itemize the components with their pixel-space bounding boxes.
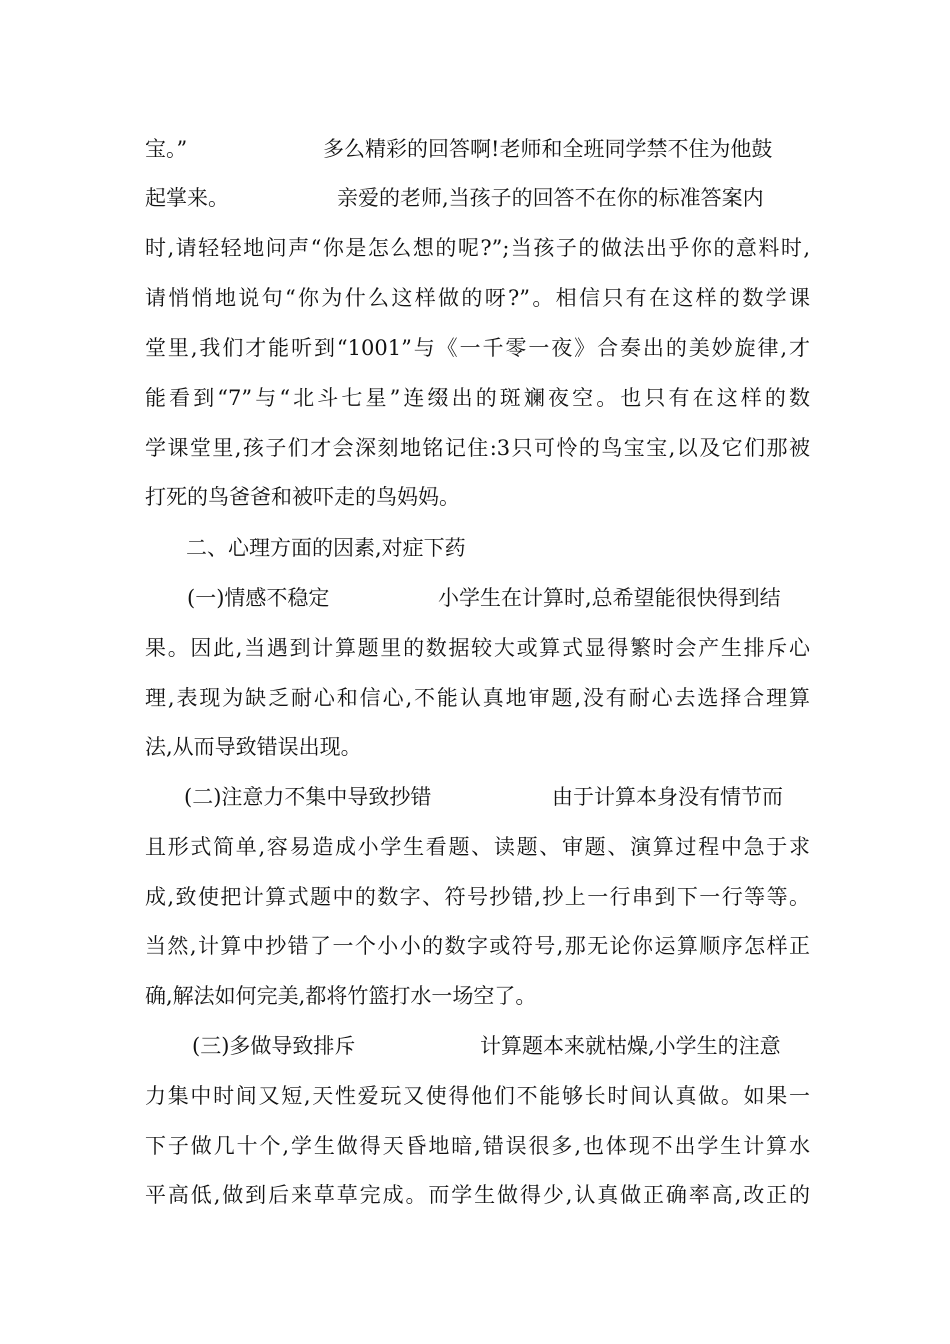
text-line: 学课堂里,孩子们才会深刻地铭记住:3只可怜的鸟宝宝,以及它们那被 [145,436,810,460]
text-line: 确,解法如何完美,都将竹篮打水一场空了。 [145,984,537,1008]
subheading: (一)情感不稳定 [187,586,330,610]
text-line: 请悄悄地说句“你为什么这样做的呀?”。相信只有在这样的数学课 [145,286,810,310]
subheading: (三)多做导致排斥 [192,1034,356,1058]
text-line: 平高低,做到后来草草完成。而学生做得少,认真做正确率高,改正的 [145,1183,810,1207]
text-segment: 由于计算本身没有情节而 [552,785,783,809]
text-line: 法,从而导致错误出现。 [145,735,362,759]
text-segment: 宝。” [145,137,188,161]
text-segment: 起掌来。 [145,186,229,210]
text-line: 堂里,我们才能听到“1001”与《一千零一夜》合奏出的美妙旋律,才 [145,336,810,360]
text-line: 果。因此,当遇到计算题里的数据较大或算式显得繁时会产生排斥心 [145,636,810,660]
text-line [145,178,810,218]
text-line [145,129,810,169]
section-heading: 二、心理方面的因素,对症下药 [186,536,466,560]
text-line: 理,表现为缺乏耐心和信心,不能认真地审题,没有耐心去选择合理算 [145,686,810,710]
text-line [145,1026,810,1066]
text-line [145,578,810,618]
subheading: (二)注意力不集中导致抄错 [184,785,432,809]
text-line: 能看到“7”与“北斗七星”连缀出的斑斓夜空。也只有在这样的数 [145,386,810,410]
text-segment: 计算题本来就枯燥,小学生的注意 [480,1034,781,1058]
text-segment: 多么精彩的回答啊!老师和全班同学禁不住为他鼓 [323,137,773,161]
text-segment: 小学生在计算时,总希望能很快得到结 [438,586,781,610]
text-line: 且形式简单,容易造成小学生看题、读题、审题、演算过程中急于求 [145,835,810,859]
text-line: 当然,计算中抄错了一个小小的数字或符号,那无论你运算顺序怎样正 [145,934,810,958]
text-line [145,777,810,817]
text-line: 时,请轻轻地问声“你是怎么想的呢?”;当孩子的做法出乎你的意料时, [145,236,810,260]
text-segment: 亲爱的老师,当孩子的回答不在你的标准答案内 [337,186,764,210]
text-line: 力集中时间又短,天性爱玩又使得他们不能够长时间认真做。如果一 [145,1084,810,1108]
text-line: 成,致使把计算式题中的数字、符号抄错,抄上一行串到下一行等等。 [145,885,810,909]
text-line: 下子做几十个,学生做得天昏地暗,错误很多,也体现不出学生计算水 [145,1134,810,1158]
text-line: 打死的鸟爸爸和被吓走的鸟妈妈。 [145,485,460,509]
